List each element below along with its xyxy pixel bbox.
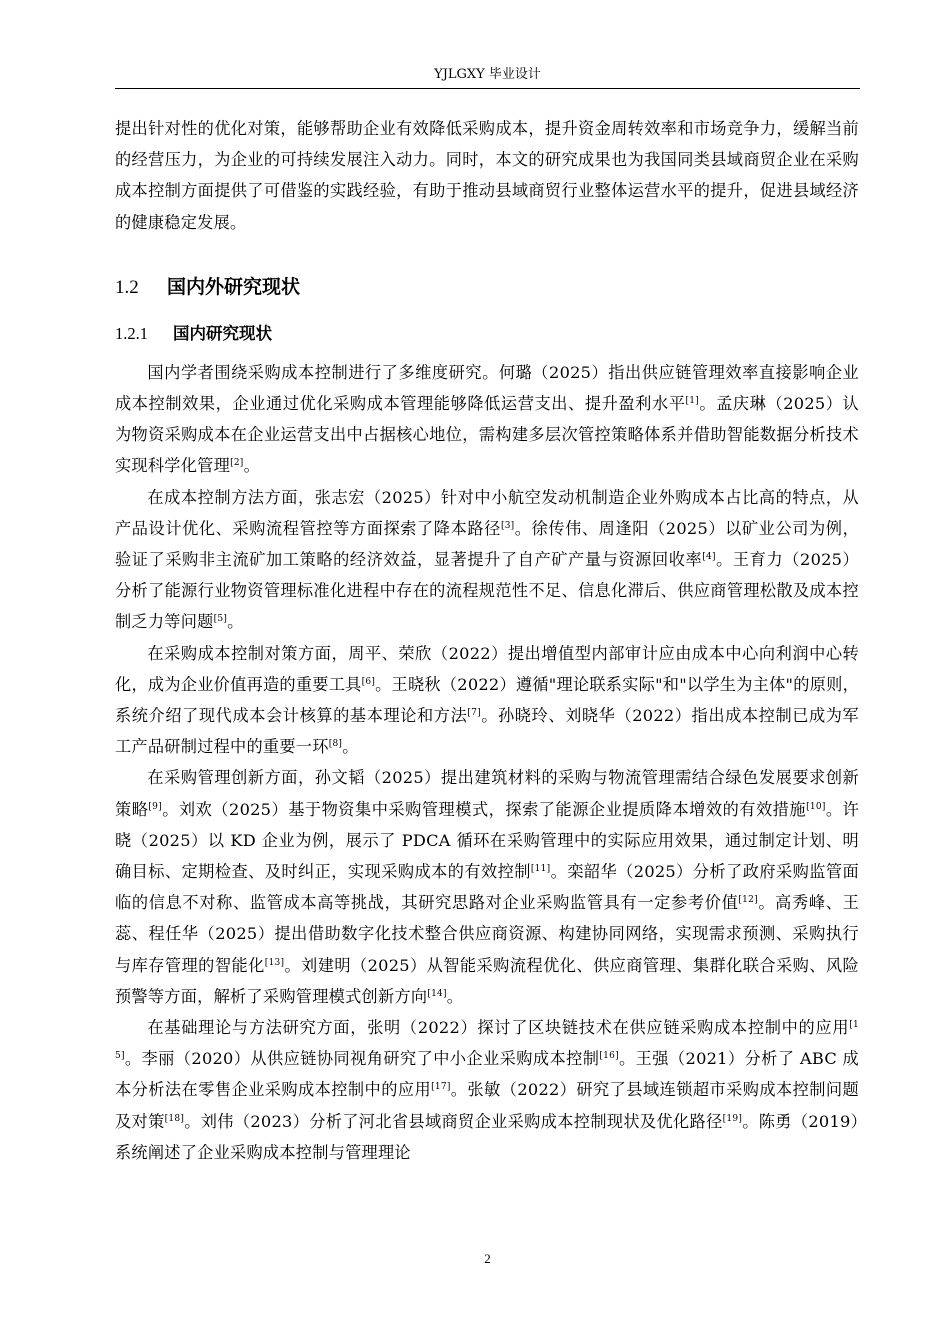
body-paragraph xyxy=(115,357,859,482)
citation-ref: [19] xyxy=(722,1113,743,1124)
paragraph-text: 。徐传伟、周逢阳（2025）以矿业公司为例，验证了采购非主流矿加工策略的经济效益，显著提升了自产矿产量与资源回收率 xyxy=(115,518,860,570)
citation-ref: [4] xyxy=(702,552,716,563)
paragraph-text: 。许晓（2025）以 KD 企业为例，展示了 PDCA 循环在采购管理中的实际应用效果，通过制定计划、明确目标、定期检查、及时纠正，实现采购成本的有效控制 xyxy=(115,799,860,882)
paragraph-text: 在成本控制方法方面，张志宏（2025）针对中小航空发动机制造企业外购成本占比高的特点，从产品设计优化、采购流程管控等方面探索了降本路径 xyxy=(115,487,859,538)
paragraph-text: 。王育力（2025）分析了能源行业物资管理标准化进程中存在的流程规范性不足、信息化滞后、供应商管理松散及成本控制乏力等问题 xyxy=(115,550,859,632)
paragraph-text: 。 xyxy=(342,737,359,757)
subsection-heading xyxy=(115,322,859,346)
paragraph-text: 。王晓秋（2022）遵循"理论联系实际"和"以学生为主体"的原则，系统介绍了现代成本会计核算的基本理论和方法 xyxy=(115,674,860,726)
citation-ref: [3] xyxy=(500,520,515,531)
paragraph-text: 在采购管理创新方面，孙文韬（2025）提出建筑材料的采购与物流管理需结合绿色发展要求创新策略 xyxy=(115,768,859,819)
citation-ref: [18] xyxy=(164,1113,185,1124)
citation-ref: [11] xyxy=(530,864,551,875)
subsection-number: 1.2.1 xyxy=(115,323,148,343)
citation-ref: [10] xyxy=(806,801,826,812)
citation-ref: [6] xyxy=(361,676,376,687)
paragraph-text: 。李丽（2020）从供应链协同视角研究了中小企业采购成本控制 xyxy=(124,1049,600,1069)
paragraph-text: 。张敏（2022）研究了县域连锁超市采购成本控制问题及对策 xyxy=(115,1080,859,1131)
citation-ref: [2] xyxy=(230,458,244,469)
intro-paragraph: 提出针对性的优化对策，能够帮助企业有效降低采购成本，提升资金周转效率和市场竞争力，缓解当前的经营压力，为企业的可持续发展注入动力。同时，本文的研究成果也为我国同类县域商贸企业在采购成本控制方面提供了可借鉴的实践经验，有助于推动县域商贸行业整体运营水平的提升，促进县域经济的健康稳定发展。 xyxy=(115,119,859,232)
paragraph-text: 在基础理论与方法研究方面，张明（2022）探讨了区块链技术在供应链采购成本控制中的应用 xyxy=(147,1018,850,1038)
citation-ref: [7] xyxy=(467,708,481,719)
body-paragraph xyxy=(115,482,859,638)
paragraph-text: 在采购成本控制对策方面，周平、荣欣（2022）提出增值型内部审计应由成本中心向利润中心转化，成为企业价值再造的重要工具 xyxy=(115,643,859,694)
paragraph-text: 。王强（2021）分析了 ABC 成本分析法在零售企业采购成本控制中的应用 xyxy=(115,1049,859,1100)
citation-ref: [16] xyxy=(599,1051,619,1062)
page-header: YJLGXY 毕业设计 xyxy=(434,67,541,82)
paragraph-text: 。孙晓玲、刘晓华（2022）指出成本控制已成为军工产品研制过程中的重要一环 xyxy=(115,706,859,757)
citation-ref: [8] xyxy=(328,739,343,750)
paragraph-text: 。刘欢（2025）基于物资集中采购管理模式，探索了能源企业提质降本增效的有效措施 xyxy=(161,799,807,819)
paragraph-text: 。刘建明（2025）从智能采购流程优化、供应商管理、集群化联合采购、风险预警等方面，解析了采购管理模式创新方向 xyxy=(115,955,859,1006)
citation-ref: [13] xyxy=(264,957,285,968)
section-heading xyxy=(115,274,859,301)
paragraph-text: 。 xyxy=(243,456,260,476)
body-paragraph xyxy=(115,762,859,1012)
citation-ref: [17] xyxy=(431,1082,451,1093)
citation-ref: [9] xyxy=(148,801,162,812)
section-number: 1.2 xyxy=(115,276,139,298)
citation-ref: [14] xyxy=(427,988,447,999)
citation-ref: [15] xyxy=(115,1020,859,1062)
citation-ref: [12] xyxy=(738,895,758,906)
subsection-title: 国内研究现状 xyxy=(173,323,272,343)
section-title: 国内外研究现状 xyxy=(167,275,301,298)
body-paragraph xyxy=(115,1012,859,1168)
paragraph-text: 。 xyxy=(446,986,464,1006)
header-rule xyxy=(115,88,860,89)
paragraph-text: 。陈勇（2019）系统阐述了企业采购成本控制与管理理论 xyxy=(115,1111,859,1162)
citation-ref: [5] xyxy=(213,614,228,625)
body-paragraph xyxy=(115,638,859,763)
paragraph-text: 。高秀峰、王蕊、程任华（2025）提出借助数字化技术整合供应商资源、构建协同网络，实现需求预测、采购执行与库存管理的智能化 xyxy=(115,893,860,975)
paragraph-text: 。 xyxy=(227,612,244,632)
page-number: 2 xyxy=(484,1251,491,1266)
paragraph-text: 国内学者围绕采购成本控制进行了多维度研究。何璐（2025）指出供应链管理效率直接影响企业成本控制效果，企业通过优化采购成本管理能够降低运营支出、提升盈利水平 xyxy=(115,362,859,414)
page-body xyxy=(115,113,859,1168)
paragraph-text: 。刘伟（2023）分析了河北省县域商贸企业采购成本控制现状及优化路径 xyxy=(184,1111,723,1131)
paragraph-text: 。孟庆琳（2025）认为物资采购成本在企业运营支出中占据核心地位，需构建多层次管控策略体系并借助智能数据分析技术实现科学化管理 xyxy=(115,394,859,476)
citation-ref: [1] xyxy=(685,396,699,407)
body-paragraphs xyxy=(115,357,859,1168)
paragraph-text: 。栾韶华（2025）分析了政府采购监管面临的信息不对称、监管成本高等挑战，其研究思路对企业采购监管具有一定参考价值 xyxy=(115,862,859,913)
